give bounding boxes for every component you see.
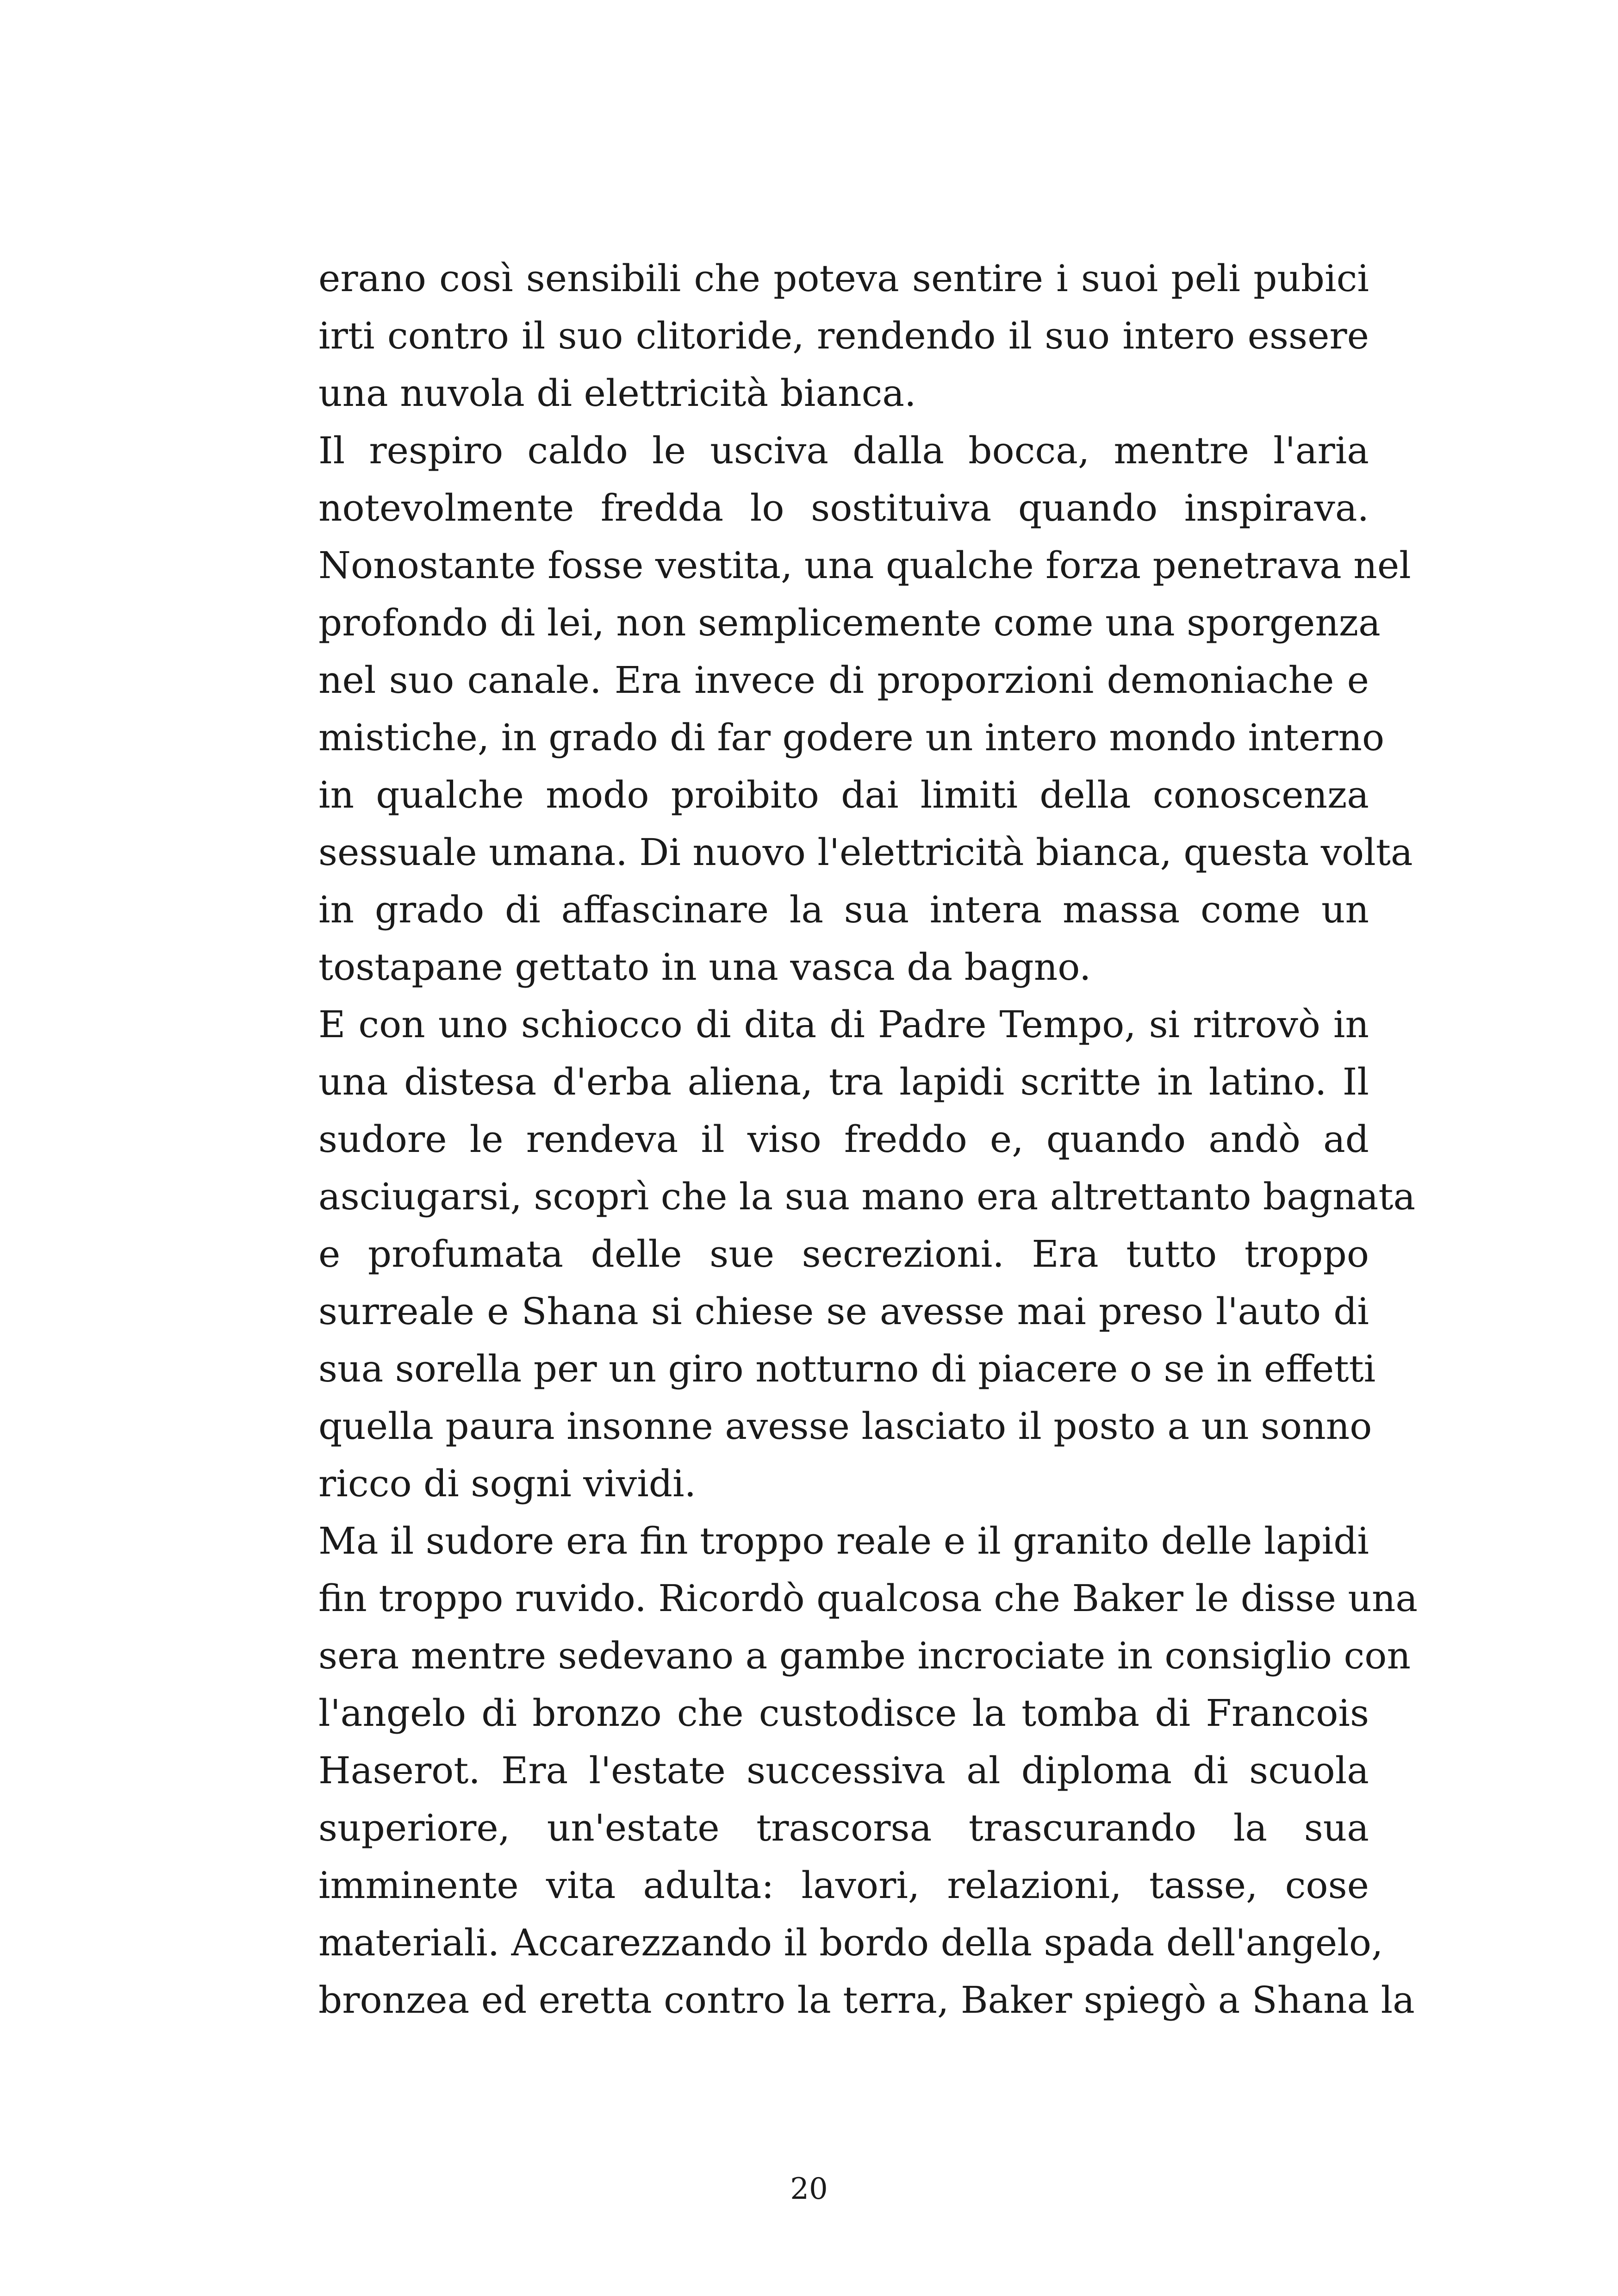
text-line: mistiche, in grado di far godere un intero mondo interno [318, 716, 1385, 759]
text-line: surreale e Shana si chiese se avesse mai preso l'auto di [318, 1290, 1369, 1333]
text-line: imminente vita adulta: lavori, relazioni, tasse, cose [318, 1864, 1369, 1907]
text-line: Nonostante fosse vestita, una qualche forza penetrava nel [318, 544, 1411, 587]
body-text [318, 250, 1418, 2029]
text-line: quella paura insonne avesse lasciato il posto a un sonno [318, 1405, 1372, 1448]
text-line: bronzea ed eretta contro la terra, Baker spiegò a Shana la [318, 1979, 1415, 2022]
text-line: sera mentre sedevano a gambe incrociate in consiglio con [318, 1634, 1411, 1677]
text-line: fin troppo ruvido. Ricordò qualcosa che Baker le disse una [318, 1577, 1418, 1620]
text-line: una nuvola di elettricità bianca. [318, 372, 916, 415]
text-line: asciugarsi, scoprì che la sua mano era altrettanto bagnata [318, 1175, 1416, 1218]
text-line: sua sorella per un giro notturno di piacere o se in effetti [318, 1347, 1376, 1390]
page-number: 20 [790, 2172, 828, 2206]
text-line: in grado di affascinare la sua intera massa come un [318, 888, 1369, 931]
text-line: irti contro il suo clitoride, rendendo il suo intero essere [318, 314, 1369, 357]
paragraph-1 [318, 250, 1369, 422]
text-line: profondo di lei, non semplicemente come una sporgenza [318, 601, 1381, 644]
text-line: sessuale umana. Di nuovo l'elettricità bianca, questa volta [318, 831, 1413, 874]
text-line: in qualche modo proibito dai limiti della conoscenza [318, 773, 1369, 816]
text-line: notevolmente fredda lo sostituiva quando inspirava. [318, 486, 1369, 529]
text-line: e profumata delle sue secrezioni. Era tutto troppo [318, 1232, 1369, 1276]
text-line: E con uno schiocco di dita di Padre Tempo, si ritrovò in [318, 1003, 1369, 1046]
text-line: erano così sensibili che poteva sentire i suoi peli pubici [318, 257, 1369, 300]
text-line: nel suo canale. Era invece di proporzioni demoniache e [318, 659, 1369, 702]
text-line: l'angelo di bronzo che custodisce la tomba di Francois [318, 1692, 1369, 1735]
paragraph-3 [318, 996, 1416, 1512]
text-line: Haserot. Era l'estate successiva al diploma di scuola [318, 1749, 1369, 1792]
paragraph-2 [318, 422, 1413, 996]
text-line: ricco di sogni vividi. [318, 1462, 697, 1505]
text-line: materiali. Accarezzando il bordo della spada dell'angelo, [318, 1921, 1383, 1964]
text-line: sudore le rendeva il viso freddo e, quando andò ad [318, 1118, 1369, 1161]
paragraph-4 [318, 1512, 1418, 2029]
text-line: tostapane gettato in una vasca da bagno. [318, 946, 1091, 989]
text-line: superiore, un'estate trascorsa trascurando la sua [318, 1806, 1369, 1849]
text-line: Il respiro caldo le usciva dalla bocca, mentre l'aria [318, 429, 1369, 472]
text-line: una distesa d'erba aliena, tra lapidi scritte in latino. Il [318, 1060, 1369, 1103]
text-line: Ma il sudore era fin troppo reale e il granito delle lapidi [318, 1519, 1369, 1562]
